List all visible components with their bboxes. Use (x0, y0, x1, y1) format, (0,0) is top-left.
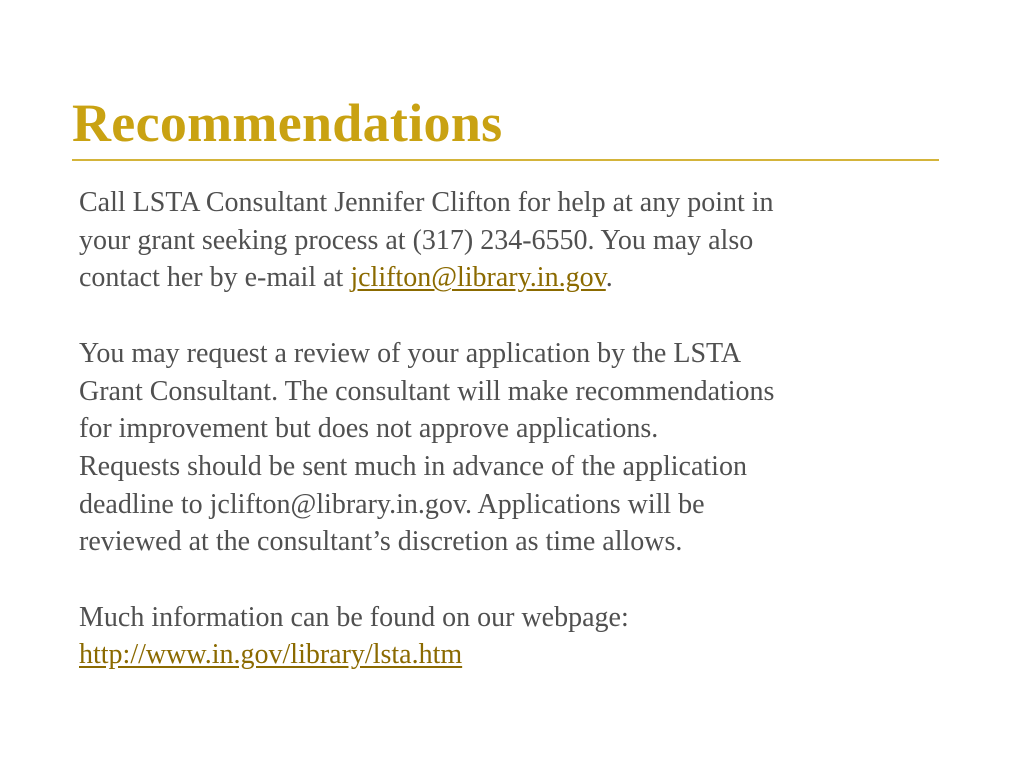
body-line: deadline to jclifton@library.in.gov. Applications will be (79, 488, 705, 520)
body-line: Call LSTA Consultant Jennifer Clifton for help at any point in (79, 187, 774, 218)
email-suffix: . (605, 262, 613, 294)
body-line-email (79, 259, 969, 297)
paragraph-gap (79, 561, 969, 599)
body-line-url (79, 636, 969, 674)
body-line: your grant seeking process at (317) 234-6550. You may also (79, 224, 754, 256)
email-prefix: contact her by e-mail at (79, 262, 351, 294)
paragraph-contact (79, 184, 969, 297)
slide-title: Recommendations (72, 93, 503, 153)
email-link[interactable]: jclifton@library.in.gov (350, 262, 606, 294)
body-line: reviewed at the consultant’s discretion as time allows. (79, 526, 683, 558)
slide-body (79, 184, 969, 674)
paragraph-gap (79, 297, 969, 335)
body-line: Much information can be found on our webpage: (79, 601, 629, 633)
webpage-link[interactable]: http://www.in.gov/library/lsta.htm (79, 639, 463, 671)
body-line: You may request a review of your application by the LSTA (79, 337, 742, 369)
body-line: for improvement but does not approve applications. (79, 413, 659, 445)
paragraph-webpage (79, 599, 969, 674)
body-line: Requests should be sent much in advance of the application (79, 450, 747, 482)
title-divider (72, 159, 939, 161)
paragraph-review (79, 335, 969, 561)
body-line: Grant Consultant. The consultant will make recommendations (79, 375, 775, 407)
